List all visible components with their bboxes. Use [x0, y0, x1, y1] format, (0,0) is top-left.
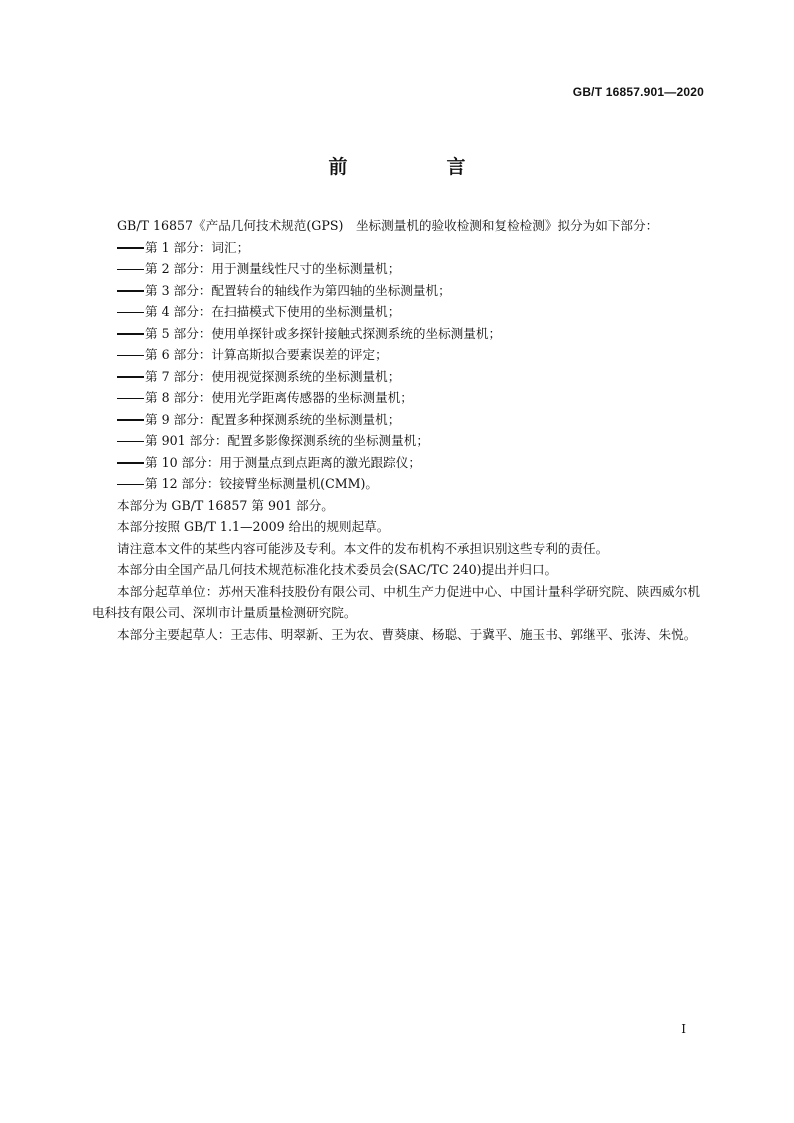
part-label: 第 6 部分：计算高斯拟合要素误差的评定；: [145, 347, 388, 362]
dash-mark: [117, 462, 144, 464]
part-label: 第 4 部分：在扫描模式下使用的坐标测量机；: [145, 304, 401, 319]
list-item: [92, 452, 700, 474]
dash-mark: [117, 290, 144, 292]
patent-notice-paragraph: 请注意本文件的某些内容可能涉及专利。本文件的发布机构不承担识别这些专利的责任。: [117, 540, 609, 556]
dash-mark: [117, 484, 144, 486]
drafting-rules-paragraph: 本部分按照 GB/T 1.1—2009 给出的规则起草。: [117, 519, 390, 534]
drafters-paragraph: 本部分主要起草人：王志伟、明翠新、王为农、曹葵康、杨聪、于冀平、施玉书、郭继平、张涛、朱悦。: [117, 626, 697, 642]
list-item: [92, 409, 700, 431]
page-number: I: [681, 1022, 686, 1036]
list-item: [92, 344, 700, 366]
part-label: 第 5 部分：使用单探针或多探针接触式探测系统的坐标测量机；: [145, 325, 502, 341]
list-item: [92, 323, 700, 345]
dash-mark: [117, 269, 144, 271]
part-label: 第 1 部分：词汇；: [145, 239, 250, 255]
proposer-paragraph: 本部分由全国产品几何技术规范标准化技术委员会(SAC/TC 240)提出并归口。: [117, 562, 558, 577]
dash-mark: [117, 376, 144, 378]
part-label: 第 10 部分：用于测量点到点距离的激光跟踪仪；: [145, 454, 421, 470]
dash-mark: [117, 441, 144, 443]
dash-mark: [117, 419, 144, 421]
dash-mark: [117, 247, 144, 249]
dash-mark: [117, 333, 144, 335]
part-label: 第 12 部分：铰接臂坐标测量机(CMM)。: [145, 476, 379, 491]
part-label: 第 8 部分：使用光学距离传感器的坐标测量机；: [145, 390, 413, 405]
part-label: 第 2 部分：用于测量线性尺寸的坐标测量机；: [145, 261, 401, 276]
list-item: [92, 301, 700, 323]
part-label: 第 901 部分：配置多影像探测系统的坐标测量机；: [145, 433, 429, 448]
list-item: [92, 387, 700, 409]
foreword-body: [92, 215, 700, 645]
part-label: 第 7 部分：使用视觉探测系统的坐标测量机；: [145, 368, 401, 384]
scope-paragraph: 本部分为 GB/T 16857 第 901 部分。: [117, 497, 334, 513]
standard-code: GB/T 16857.901—2020: [572, 85, 704, 99]
list-item: [92, 430, 700, 452]
list-item: [92, 258, 700, 280]
list-item: [92, 366, 700, 388]
page-title: 前 言: [328, 156, 506, 178]
list-item: [92, 280, 700, 302]
part-label: 第 9 部分：配置多种探测系统的坐标测量机；: [145, 411, 401, 427]
list-item: [92, 473, 700, 495]
drafting-units-paragraph: 本部分起草单位：苏州天准科技股份有限公司、中机生产力促进中心、中国计量科学研究院、陕西威尔机电科技有限公司、深圳市计量质量检测研究院。: [92, 583, 700, 620]
intro-paragraph: GB/T 16857《产品几何技术规范(GPS) 坐标测量机的验收检测和复检检测》拟分为如下部分：: [117, 218, 659, 233]
part-label: 第 3 部分：配置转台的轴线作为第四轴的坐标测量机；: [145, 282, 451, 298]
list-item: [92, 237, 700, 259]
dash-mark: [117, 398, 144, 400]
dash-mark: [117, 312, 144, 314]
dash-mark: [117, 355, 144, 357]
